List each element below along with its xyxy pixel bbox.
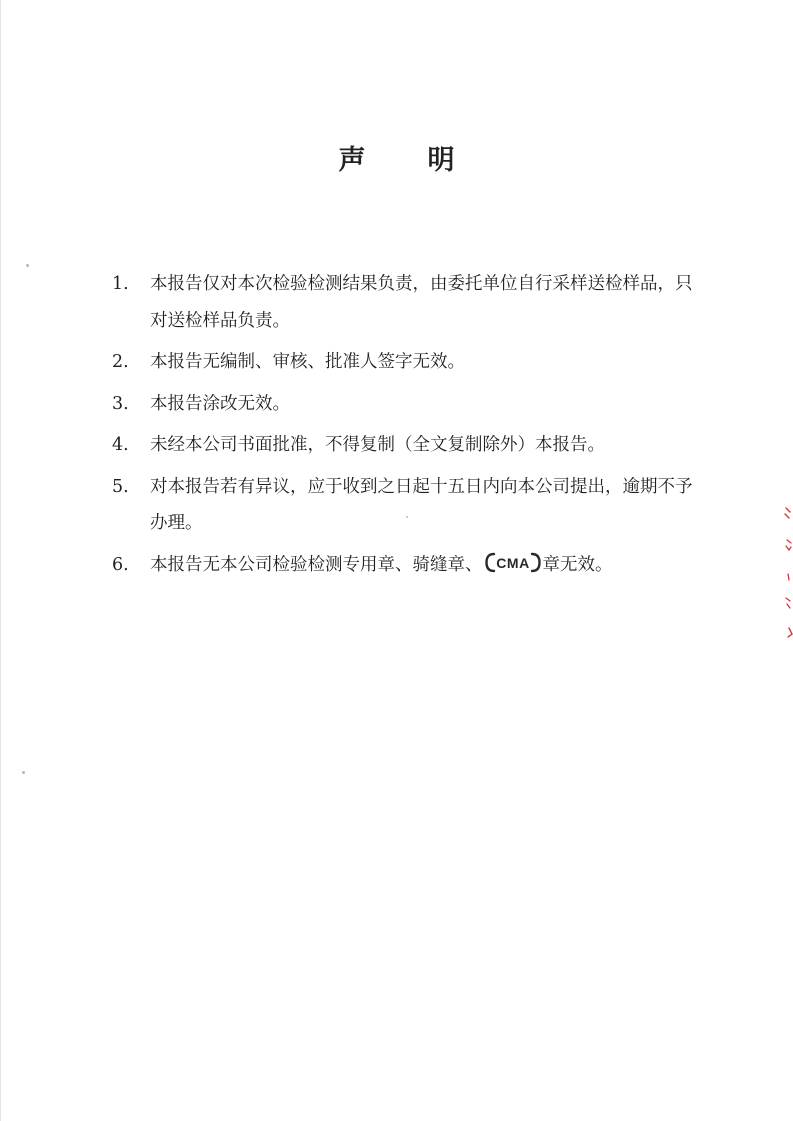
statement-list [112, 266, 702, 588]
item-number: 6. [112, 554, 129, 575]
statement-item-3 [112, 386, 702, 423]
item-number: 2. [112, 352, 129, 372]
item-text [150, 547, 702, 584]
title-char-1: 声 [338, 145, 366, 176]
statement-item-2 [112, 344, 702, 381]
item-number: 4. [112, 435, 129, 455]
statement-item-5 [112, 469, 702, 542]
item-number: 3. [112, 393, 129, 414]
statement-item-1 [112, 266, 702, 339]
item-text: 本报告无编制、审核、批准人签字无效。 [150, 352, 465, 372]
item-text: 未经本公司书面批准，不得复制（全文复制除外）本报告。 [150, 435, 605, 455]
scan-speck [22, 771, 25, 774]
statement-item-6 [112, 547, 702, 584]
statement-item-4 [112, 427, 702, 464]
scan-speck [406, 516, 408, 518]
item-text-after-logo: 章无效。 [542, 554, 613, 575]
item-text-before-logo: 本报告无本公司检验检测专用章、骑缝章、 [150, 554, 483, 575]
title-char-2: 明 [427, 145, 455, 176]
item-number: 5. [112, 476, 129, 497]
item-text: 对本报告若有异议，应于收到之日起十五日内向本公司提出，逾期不予办理。 [150, 476, 693, 533]
item-number: 1. [112, 274, 129, 294]
page-title [0, 138, 793, 177]
scan-speck [26, 264, 29, 267]
cma-logo-icon [485, 552, 541, 573]
item-text: 本报告仅对本次检验检测结果负责，由委托单位自行采样送检样品，只对送检样品负责。 [150, 274, 693, 331]
seam-seal-fragment [777, 500, 793, 650]
item-text: 本报告涂改无效。 [150, 393, 290, 414]
cma-logo-text: CMA [495, 554, 530, 571]
